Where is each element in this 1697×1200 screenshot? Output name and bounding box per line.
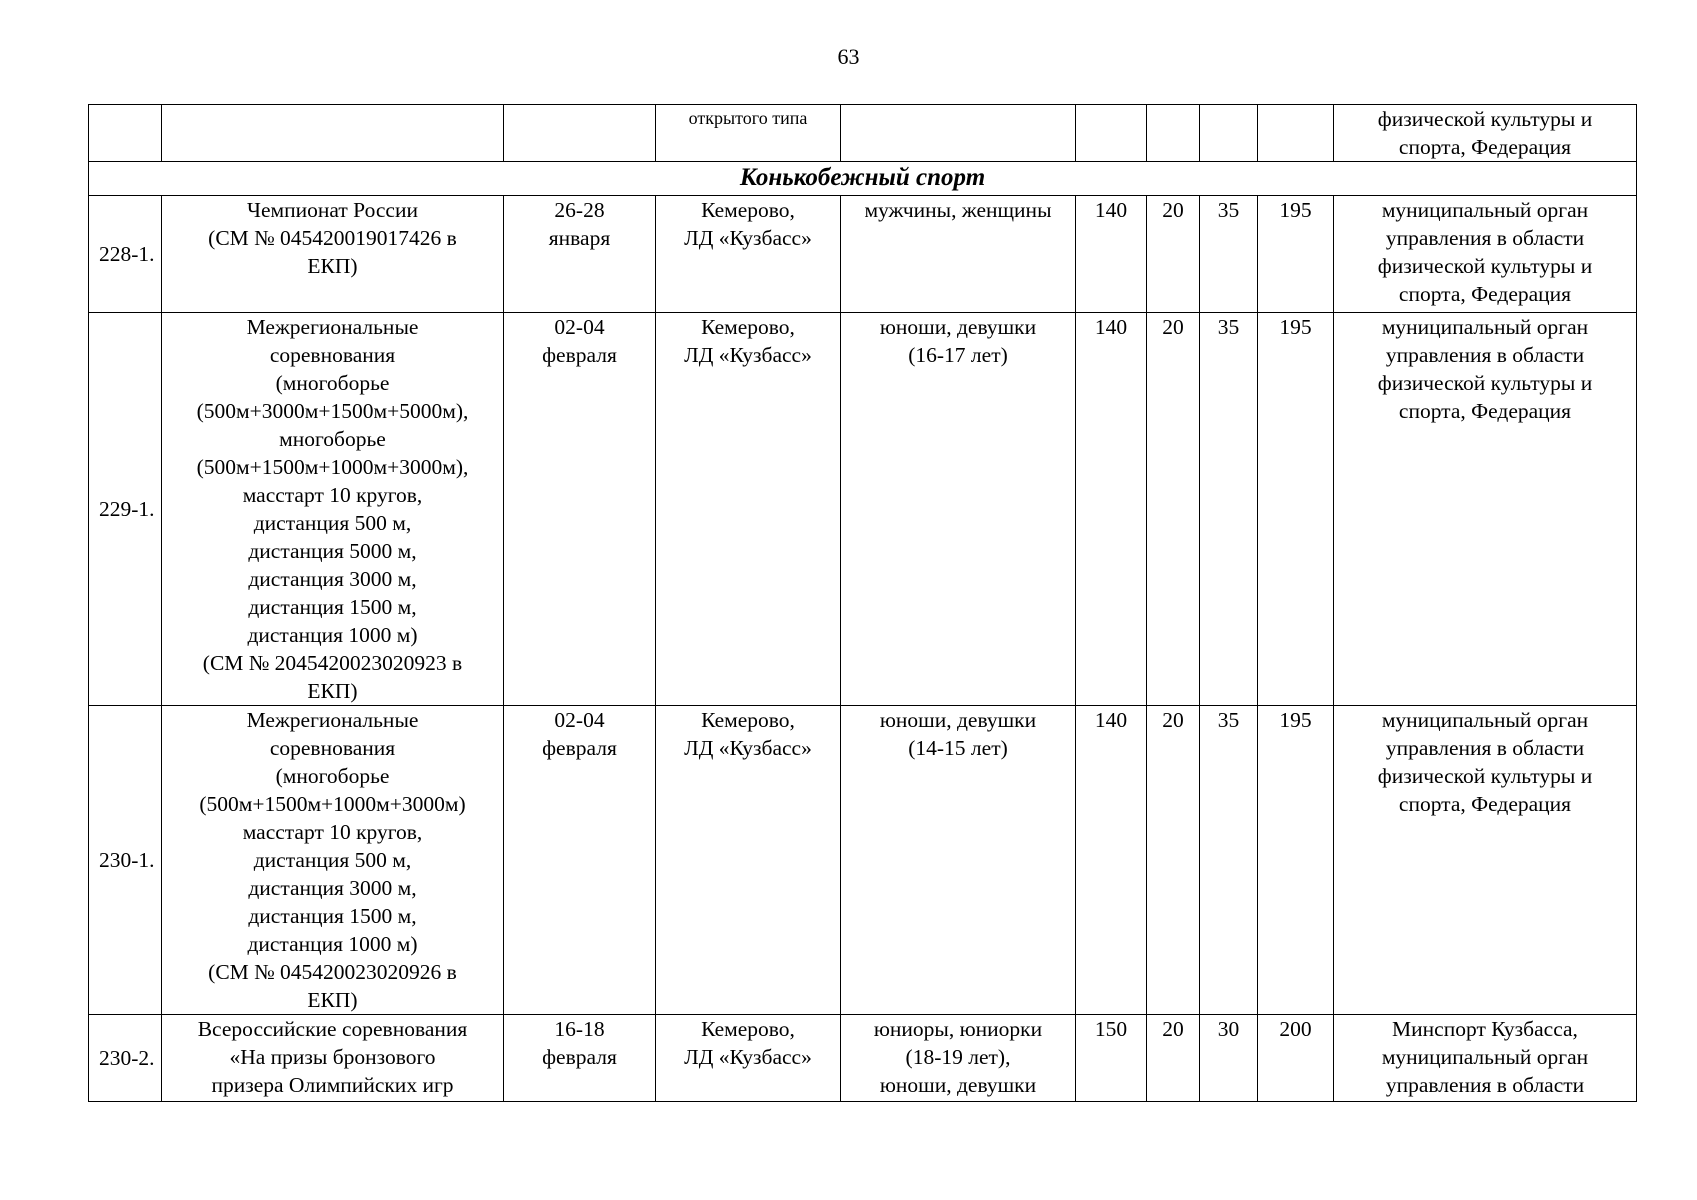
value-col2: 20: [1147, 196, 1200, 313]
section-header-row: [89, 162, 1637, 196]
value-col2: 20: [1147, 1015, 1200, 1102]
value-col3: 35: [1200, 196, 1258, 313]
event-participants: юноши, девушки (14-15 лет): [841, 706, 1076, 1015]
event-organizer: муниципальный орган управления в области физической культуры и спорта, Федерация: [1334, 313, 1637, 706]
event-venue: Кемерово, ЛД «Кузбасс»: [656, 706, 841, 1015]
event-participants: юниоры, юниорки (18-19 лет), юноши, девушки: [841, 1015, 1076, 1102]
row-number: 228-1.: [89, 196, 162, 313]
value-total: 195: [1258, 706, 1334, 1015]
cell-event: [162, 105, 504, 162]
row-number: 230-1.: [89, 706, 162, 1015]
cell-organizer: физической культуры и спорта, Федерация: [1334, 105, 1637, 162]
event-dates: 26-28 января: [504, 196, 656, 313]
value-col2: 20: [1147, 706, 1200, 1015]
cell-dates: [504, 105, 656, 162]
events-table: [88, 104, 1637, 1102]
row-number: 230-2.: [89, 1015, 162, 1102]
cell-participants: [841, 105, 1076, 162]
event-dates: 16-18 февраля: [504, 1015, 656, 1102]
event-participants: мужчины, женщины: [841, 196, 1076, 313]
event-name: Межрегиональные соревнования (многоборье (500м+3000м+1500м+5000м), многоборье (500м+1500м+1000м+3000м), масстарт 10 кругов, дистанция 500 м, дистанция 5000 м, дистанция 3000 м, дистанция 1500 м, дистанция 1000 м) (СМ № 2045420023020923 в ЕКП): [162, 313, 504, 706]
event-venue: Кемерово, ЛД «Кузбасс»: [656, 196, 841, 313]
value-col3: 30: [1200, 1015, 1258, 1102]
value-col1: 140: [1076, 313, 1147, 706]
cell-col2: [1147, 105, 1200, 162]
event-participants: юноши, девушки (16-17 лет): [841, 313, 1076, 706]
value-col3: 35: [1200, 706, 1258, 1015]
cell-total: [1258, 105, 1334, 162]
value-total: 200: [1258, 1015, 1334, 1102]
table-row: [89, 313, 1637, 706]
event-organizer: муниципальный орган управления в области физической культуры и спорта, Федерация: [1334, 706, 1637, 1015]
section-title: Конькобежный спорт: [89, 162, 1637, 196]
event-dates: 02-04 февраля: [504, 706, 656, 1015]
table-row: [89, 196, 1637, 313]
table-row: [89, 1015, 1637, 1102]
table-row: [89, 706, 1637, 1015]
cell-col3: [1200, 105, 1258, 162]
event-name: Всероссийские соревнования «На призы бронзового призера Олимпийских игр: [162, 1015, 504, 1102]
event-organizer: Минспорт Кузбасса, муниципальный орган управления в области: [1334, 1015, 1637, 1102]
event-name: Чемпионат России (СМ № 045420019017426 в ЕКП): [162, 196, 504, 313]
event-name: Межрегиональные соревнования (многоборье (500м+1500м+1000м+3000м) масстарт 10 кругов, дистанция 500 м, дистанция 3000 м, дистанция 1500 м, дистанция 1000 м) (СМ № 045420023020926 в ЕКП): [162, 706, 504, 1015]
page-number: 63: [837, 44, 860, 69]
value-col1: 140: [1076, 706, 1147, 1015]
event-venue: Кемерово, ЛД «Кузбасс»: [656, 1015, 841, 1102]
cell-venue: открытого типа: [656, 105, 841, 162]
event-organizer: муниципальный орган управления в области физической культуры и спорта, Федерация: [1334, 196, 1637, 313]
cell-number: [89, 105, 162, 162]
continuation-row: [89, 105, 1637, 162]
event-venue: Кемерово, ЛД «Кузбасс»: [656, 313, 841, 706]
value-col2: 20: [1147, 313, 1200, 706]
cell-col1: [1076, 105, 1147, 162]
row-number: 229-1.: [89, 313, 162, 706]
event-dates: 02-04 февраля: [504, 313, 656, 706]
value-col1: 140: [1076, 196, 1147, 313]
value-total: 195: [1258, 196, 1334, 313]
value-total: 195: [1258, 313, 1334, 706]
value-col3: 35: [1200, 313, 1258, 706]
value-col1: 150: [1076, 1015, 1147, 1102]
